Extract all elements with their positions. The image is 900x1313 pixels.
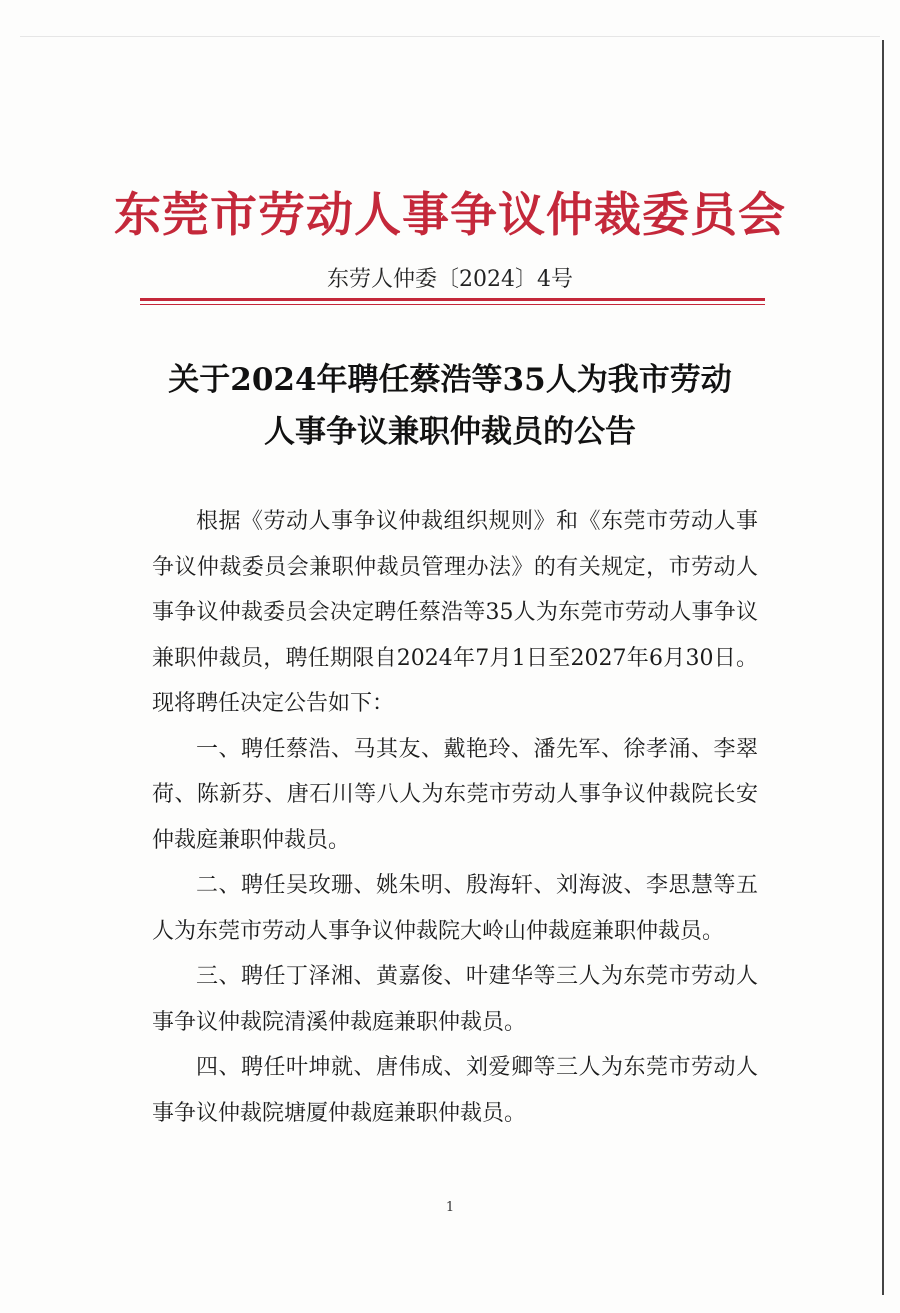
document-number: 东劳人仲委〔2024〕4号 (327, 267, 573, 292)
paragraph-item-2: 二、聘任吴玫珊、姚朱明、殷海轩、刘海波、李思慧等五人为东莞市劳动人事争议仲裁院大岭山仲裁庭兼职仲裁员。 (152, 873, 758, 944)
paragraph-preamble: 根据《劳动人事争议仲裁组织规则》和《东莞市劳动人事争议仲裁委员会兼职仲裁员管理办法》的有关规定，市劳动人事争议仲裁委员会决定聘任蔡浩等35人为东莞市劳动人事争议兼职仲裁员，聘任期限自2024年7月1日至2027年6月30日。现将聘任决定公告如下： (152, 509, 758, 716)
paragraph-item-4: 四、聘任叶坤就、唐伟成、刘爱卿等三人为东莞市劳动人事争议仲裁院塘厦仲裁庭兼职仲裁员。 (152, 1055, 758, 1126)
paragraph-item-3: 三、聘任丁泽湘、黄嘉俊、叶建华等三人为东莞市劳动人事争议仲裁院清溪仲裁庭兼职仲裁员。 (152, 964, 758, 1035)
notice-body (152, 499, 758, 1136)
notice-title-line-1: 关于2024年聘任蔡浩等35人为我市劳动 (168, 362, 732, 398)
organization-header: 东莞市劳动人事争议仲裁委员会 (114, 188, 786, 243)
scan-edge-top (20, 36, 880, 37)
notice-title (130, 354, 770, 458)
page-number: 1 (445, 1200, 455, 1215)
header-red-rule-thin (140, 304, 765, 305)
paragraph-item-1: 一、聘任蔡浩、马其友、戴艳玲、潘先军、徐孝涌、李翠荷、陈新芬、唐石川等八人为东莞市劳动人事争议仲裁院长安仲裁庭兼职仲裁员。 (152, 736, 758, 853)
header-red-rule (140, 298, 765, 301)
notice-title-line-2: 人事争议兼职仲裁员的公告 (264, 414, 636, 450)
